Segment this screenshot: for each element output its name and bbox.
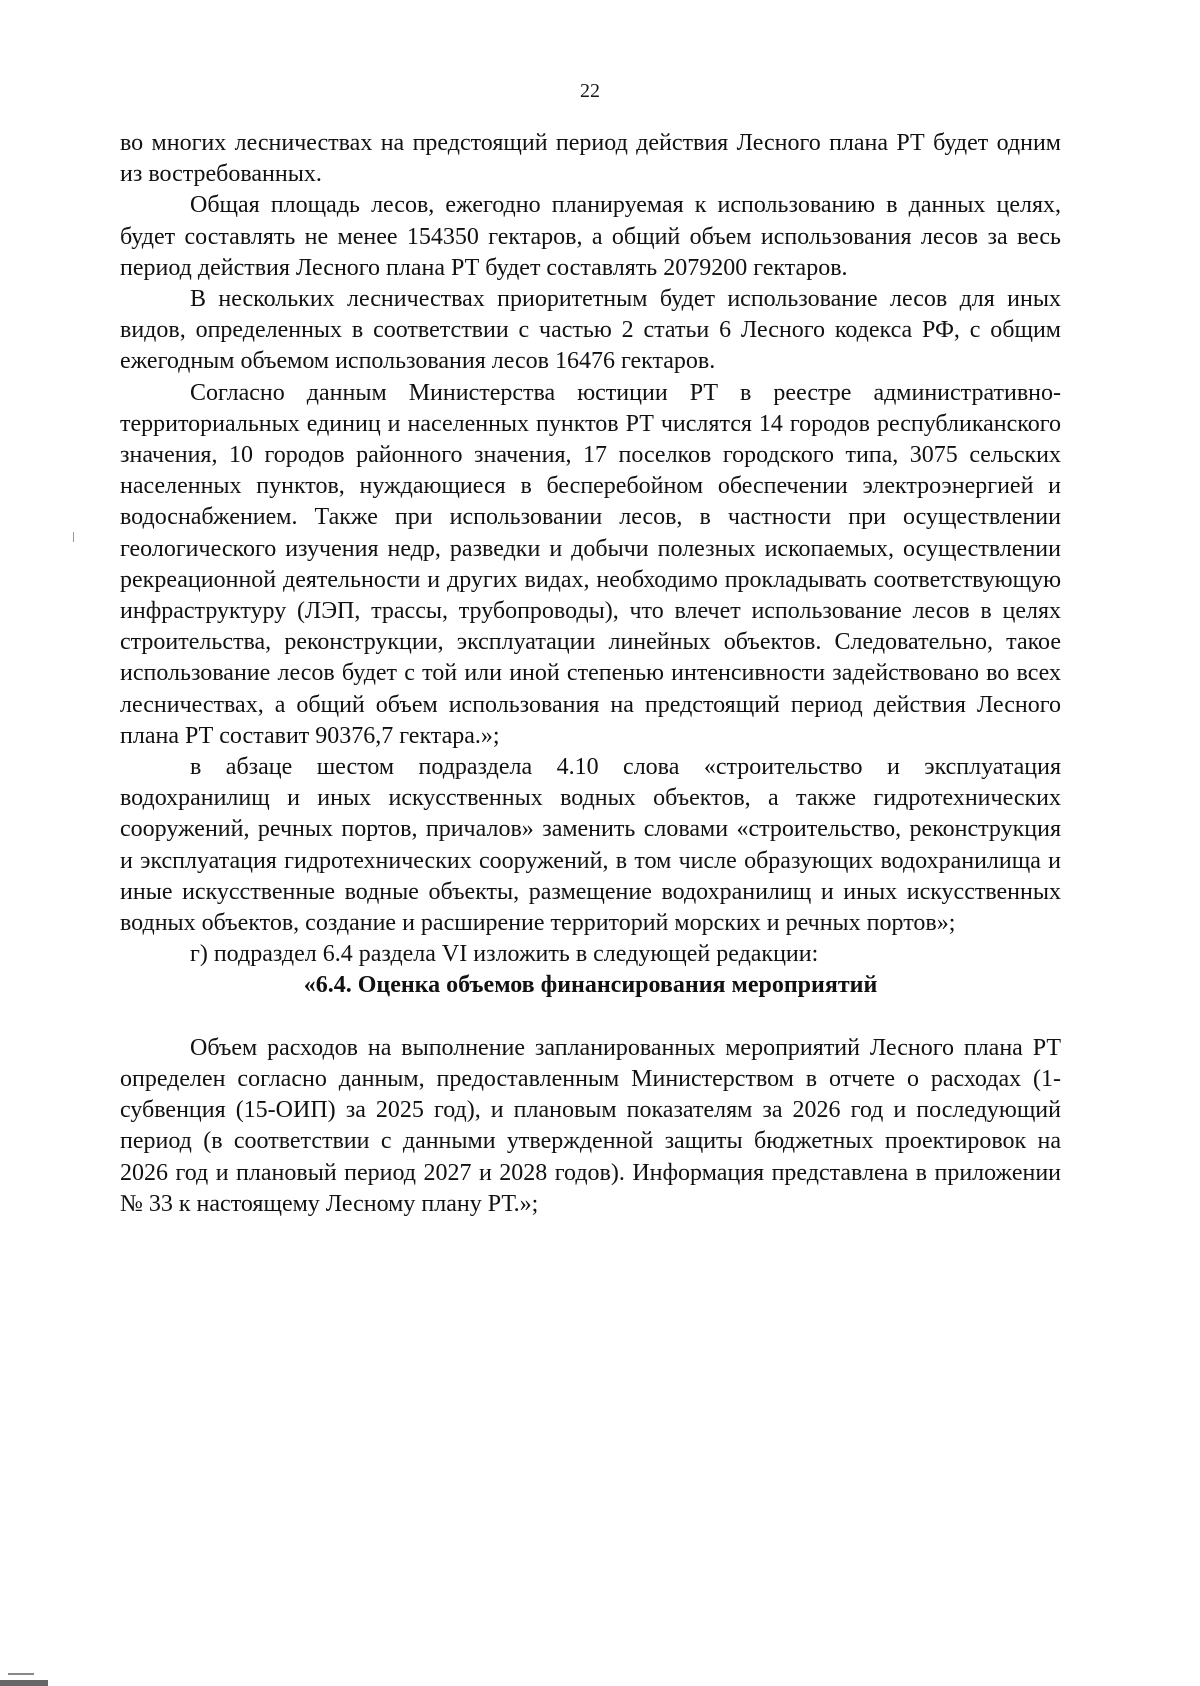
- document-body: [120, 128, 1061, 1220]
- section-title: «6.4. Оценка объемов финансирования мероприятий: [303, 972, 878, 999]
- paragraph-ministry-justice: Согласно данным Министерства юстиции РТ в реестре административно-территориальных единиц и населенных пунктов РТ числятся 14 городов республиканского значения, 10 городов районного значения, 17 поселков городского типа, 3075 сельских населенных пунктов, нуждающиеся в бесперебойном обеспечении электроэнергией и водоснабжением. Также при использовании лесов, в частности при осуществлении геологического изучения недр, разведки и добычи полезных ископаемых, осуществлении рекреационной деятельности и других видах, необходимо прокладывать соответствующую инфраструктуру (ЛЭП, трассы, трубопроводы), что влечет использование лесов в целях строительства, реконструкции, эксплуатации линейных объектов. Следовательно, такое использование лесов будет с той или иной степенью интенсивности задействовано во всех лесничествах, а общий объем использования на предстоящий период действия Лесного плана РТ составит 90376,7 гектара.»;: [120, 379, 1061, 749]
- scan-edge-mark: [0, 1680, 48, 1686]
- paragraph-financing: Объем расходов на выполнение запланированных мероприятий Лесного плана РТ определен согласно данным, предоставленным Министерством в отчете о расходах (1-субвенция (15-ОИП) за 2025 год), и плановым показателям за 2026 год и последующий период (в соответствии с данными утвержденной защиты бюджетных проектировок на 2026 год и плановый период 2027 и 2028 годов). Информация представлена в приложении № 33 к настоящему Лесному плану РТ.»;: [120, 1034, 1061, 1217]
- paragraph-forest-area: Общая площадь лесов, ежегодно планируемая к использованию в данных целях, будет составлять не менее 154350 гектаров, а общий объем использования лесов за весь период действия Лесного плана РТ будет составлять 2079200 гектаров.: [120, 192, 1061, 281]
- paragraph-other-uses: В нескольких лесничествах приоритетным будет использование лесов для иных видов, определенных в соответствии с частью 2 статьи 6 Лесного кодекса РФ, с общим ежегодным объемом использования лесов 16476 гектаров.: [120, 286, 1061, 375]
- paragraph-amendment-6-4: г) подраздел 6.4 раздела VI изложить в следующей редакции:: [190, 941, 819, 968]
- paragraph-amendment-4-10: в абзаце шестом подраздела 4.10 слова «строительство и эксплуатация водохранилищ и иных искусственных водных объектов, а также гидротехнических сооружений, речных портов, причалов» заменить словами «строительство, реконструкция и эксплуатация гидротехнических сооружений, в том числе образующих водохранилища и иные искусственные водные объекты, размещение водохранилищ и иных искусственных водных объектов, создание и расширение территорий морских и речных портов»;: [120, 754, 1061, 937]
- scan-speck: [73, 532, 74, 542]
- paragraph-continuation: во многих лесничествах на предстоящий период действия Лесного плана РТ будет одним из востребованных.: [120, 130, 1061, 188]
- page-number: 22: [580, 80, 600, 102]
